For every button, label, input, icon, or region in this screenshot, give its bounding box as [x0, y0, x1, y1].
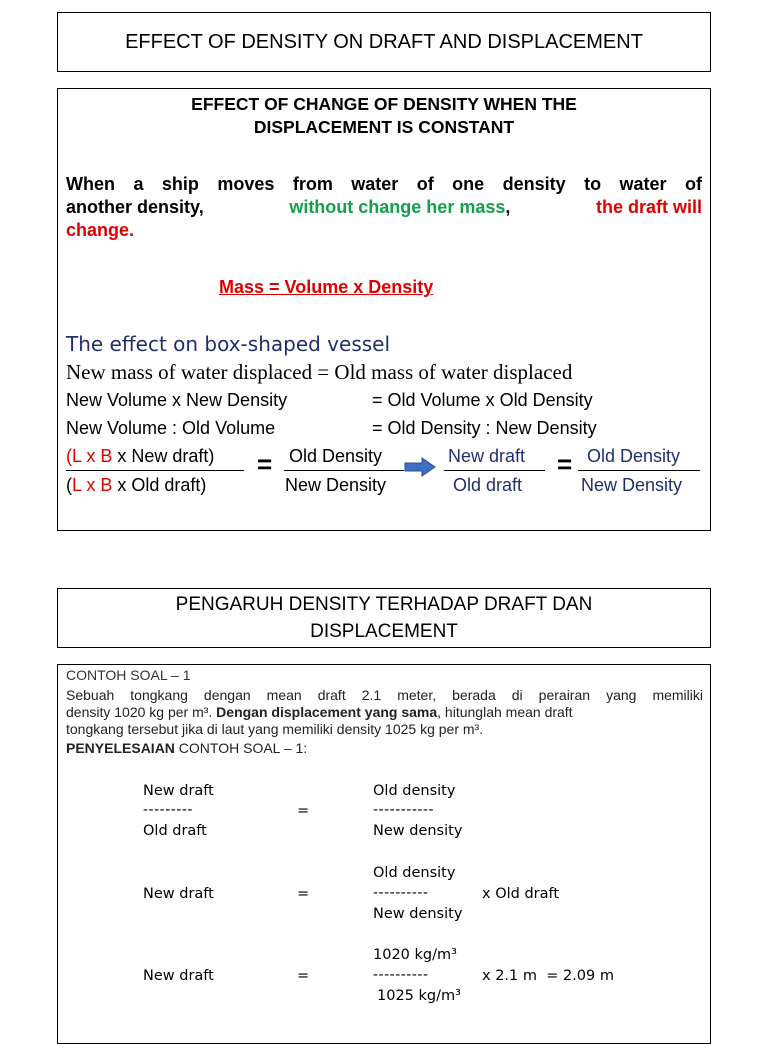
frac-num-open: ( — [66, 446, 72, 466]
step1-num: New draft — [143, 783, 214, 799]
soal-line2-end: , hitunglah mean draft — [437, 704, 573, 720]
frac-equals-2: = — [557, 449, 573, 479]
frac-den-lxb: L x B — [72, 475, 113, 495]
para-highlight-red: the draft will — [595, 197, 702, 217]
para-line1 — [66, 174, 702, 195]
para-line3: change. — [66, 220, 135, 240]
soal-line1 — [66, 687, 703, 703]
frac-line-mid — [284, 470, 404, 471]
step3-right-dash: ---------- — [373, 967, 429, 983]
penyelesaian-rest: CONTOH SOAL – 1: — [174, 740, 308, 756]
bottom-title-box — [57, 588, 711, 648]
step1-right-den: New density — [373, 823, 463, 839]
mass-equation: New mass of water displaced = Old mass of water displaced — [66, 360, 573, 384]
frac-old-draft: Old draft — [453, 475, 523, 495]
para-line1-text: When a ship moves from water of one density to water of — [66, 174, 702, 194]
step3-right-num: 1020 kg/m³ — [373, 947, 457, 963]
step1-right-num: Old density — [373, 783, 456, 799]
frac-den-rest: x Old draft) — [112, 475, 207, 495]
volume-eq-left: New Volume x New Density — [66, 390, 288, 410]
para-highlight-green: without change her mass — [289, 197, 506, 217]
mass-formula: Mass = Volume x Density — [219, 277, 434, 297]
frac-num-rest: x New draft) — [112, 446, 215, 466]
frac-equals-1: = — [257, 449, 273, 479]
soal-line2 — [66, 704, 573, 720]
step3-left: New draft — [143, 968, 214, 984]
section-heading-line2: DISPLACEMENT IS CONSTANT — [253, 117, 515, 137]
frac-denominator-left — [66, 475, 206, 496]
contoh-label: CONTOH SOAL – 1 — [66, 667, 191, 683]
step2-left: New draft — [143, 886, 214, 902]
frac-new-density-2: New Density — [581, 475, 683, 495]
para-line2 — [66, 197, 702, 218]
step1-dash-left: --------- — [143, 802, 193, 818]
step2-right-den: New density — [373, 906, 463, 922]
step2-right-dash: ---------- — [373, 885, 429, 901]
frac-line-right1 — [444, 470, 545, 471]
top-title-box — [57, 12, 711, 72]
volume-eq-right: = Old Volume x Old Density — [372, 390, 593, 410]
bottom-title-line2: DISPLACEMENT — [310, 621, 458, 642]
step3-equals: = — [297, 968, 310, 984]
frac-den-open: ( — [66, 475, 72, 495]
section-heading-line1: EFFECT OF CHANGE OF DENSITY WHEN THE — [191, 94, 577, 114]
soal-line1-text: Sebuah tongkang dengan mean draft 2.1 meter, berada di perairan yang memiliki — [66, 687, 703, 703]
frac-new-density: New Density — [285, 475, 387, 495]
frac-num-lxb: L x B — [72, 446, 113, 466]
box-vessel-heading: The effect on box-shaped vessel — [66, 332, 391, 356]
step1-right-dash: ----------- — [373, 802, 435, 818]
ratio-eq-right: = Old Density : New Density — [372, 418, 597, 438]
frac-numerator-left — [66, 446, 214, 467]
para-comma: , — [505, 197, 511, 217]
step2-right-num: Old density — [373, 865, 456, 881]
para-line2-start: another density, — [66, 197, 204, 217]
soal-line3: tongkang tersebut jika di laut yang memiliki density 1025 kg per m³. — [66, 721, 484, 737]
ratio-eq-left: New Volume : Old Volume — [66, 418, 276, 438]
step3-right-den: 1025 kg/m³ — [377, 988, 461, 1004]
bottom-title-line1: PENGARUH DENSITY TERHADAP DRAFT DAN — [175, 594, 593, 615]
step2-right-mult: x Old draft — [482, 886, 560, 902]
soal-line2-bold: Dengan displacement yang sama — [212, 704, 438, 720]
step3-right-mult: x 2.1 m = 2.09 m — [482, 968, 614, 984]
step2-equals: = — [297, 886, 310, 902]
penyelesaian-line — [66, 740, 307, 756]
frac-line-right2 — [578, 470, 700, 471]
soal-line2-start: density 1020 kg per m³. — [66, 704, 213, 720]
frac-new-draft: New draft — [448, 446, 526, 466]
step1-den: Old draft — [143, 823, 207, 839]
frac-line-left — [66, 470, 244, 471]
arrow-right-icon — [404, 456, 436, 478]
frac-old-density-2: Old Density — [587, 446, 681, 466]
step1-equals: = — [297, 803, 310, 819]
top-title: EFFECT OF DENSITY ON DRAFT AND DISPLACEMENT — [125, 31, 643, 53]
penyelesaian-bold: PENYELESAIAN — [66, 740, 175, 756]
frac-old-density: Old Density — [289, 446, 383, 466]
